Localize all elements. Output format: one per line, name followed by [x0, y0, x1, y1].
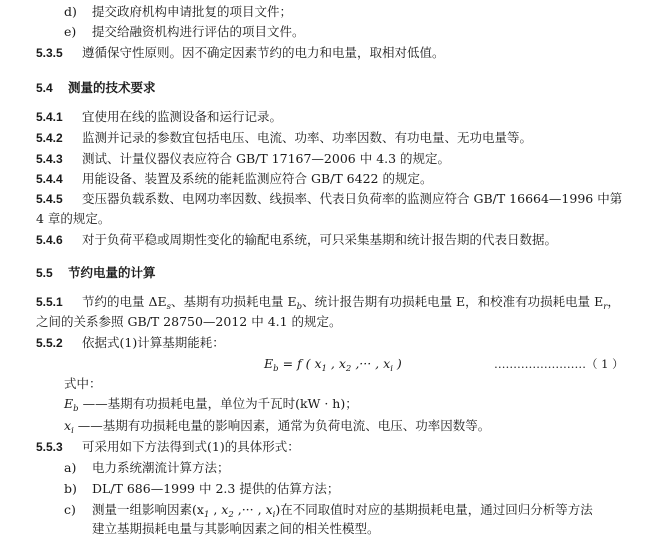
- clause-number: 5.4.5: [36, 192, 63, 206]
- clause-number: 5.3.5: [36, 46, 63, 60]
- section-number: 5.5: [36, 266, 53, 280]
- clause-number: 5.4.3: [36, 152, 63, 166]
- list-text: 测量一组影响因素($x_1$ , $x_2$ ,··· , $x_i$)在不同取值时对应的基期损耗电量，通过回归分析等方法: [92, 502, 593, 520]
- list-marker: d): [64, 4, 77, 19]
- clause-text: 遵循保守性原则。因不确定因素节约的电力和电量，取相对低值。: [82, 45, 445, 60]
- formula: $E_b = f$ ( $x_1$ , $x_2$ ,··· , $x_i$ ): [264, 356, 402, 374]
- clause-text: 对于负荷平稳或周期性变化的输配电系统，可只采集基期和统计报告期的代表日数据。: [82, 232, 558, 247]
- clause-number: 5.4.6: [36, 233, 63, 247]
- clause-text: 可采用如下方法得到式(1)的具体形式：: [82, 439, 300, 454]
- list-marker: e): [64, 24, 77, 39]
- clause-text: 用能设备、装置及系统的能耗监测应符合 GB/T 6422 的规定。: [82, 171, 433, 186]
- clause-number: 5.5.1: [36, 295, 63, 309]
- equation-number: ……………………（ 1 ）: [494, 357, 624, 371]
- list-text: 电力系统潮流计算方法；: [92, 460, 230, 475]
- list-text-cont: 建立基期损耗电量与其影响因素之间的相关性模型。: [92, 521, 380, 536]
- list-text: 提交给融资机构进行评估的项目文件。: [92, 24, 305, 39]
- clause-text: 测试、计量仪器仪表应符合 GB/T 17167—2006 中 4.3 的规定。: [82, 151, 451, 166]
- clause-text: 变压器负载系数、电网功率因数、线损率、代表日负荷率的监测应符合 GB/T 16664—1996 中第: [82, 191, 623, 206]
- clause-text: 监测并记录的参数宜包括电压、电流、功率、功率因数、有功电量、无功电量等。: [82, 130, 533, 145]
- clause-text: 依据式(1)计算基期能耗：: [82, 335, 225, 350]
- list-marker: a): [64, 460, 77, 475]
- list-text: DL/T 686—1999 中 2.3 提供的估算方法；: [92, 481, 340, 496]
- list-marker: c): [64, 502, 76, 517]
- clause-number: 5.5.2: [36, 336, 63, 350]
- clause-text: 节约的电量 $\Delta E_s$、基期有功损耗电量 $E_b$、统计报告期有功损耗电量 E，和校准有功损耗电量 $E_r$，: [82, 294, 620, 312]
- clause-number: 5.4.2: [36, 131, 63, 145]
- section-title: 测量的技术要求: [68, 81, 156, 95]
- list-text: 提交政府机构申请批复的项目文件；: [92, 4, 293, 19]
- clause-number: 5.4.1: [36, 110, 63, 124]
- clause-number: 5.5.3: [36, 440, 63, 454]
- clause-text-cont: 之间的关系参照 GB/T 28750—2012 中 4.1 的规定。: [36, 314, 342, 329]
- clause-text: 宜使用在线的监测设备和运行记录。: [82, 109, 283, 124]
- list-marker: b): [64, 481, 77, 496]
- section-title: 节约电量的计算: [68, 266, 156, 280]
- clause-text-cont: 4 章的规定。: [36, 211, 111, 226]
- section-number: 5.4: [36, 81, 53, 95]
- clause-number: 5.4.4: [36, 172, 63, 186]
